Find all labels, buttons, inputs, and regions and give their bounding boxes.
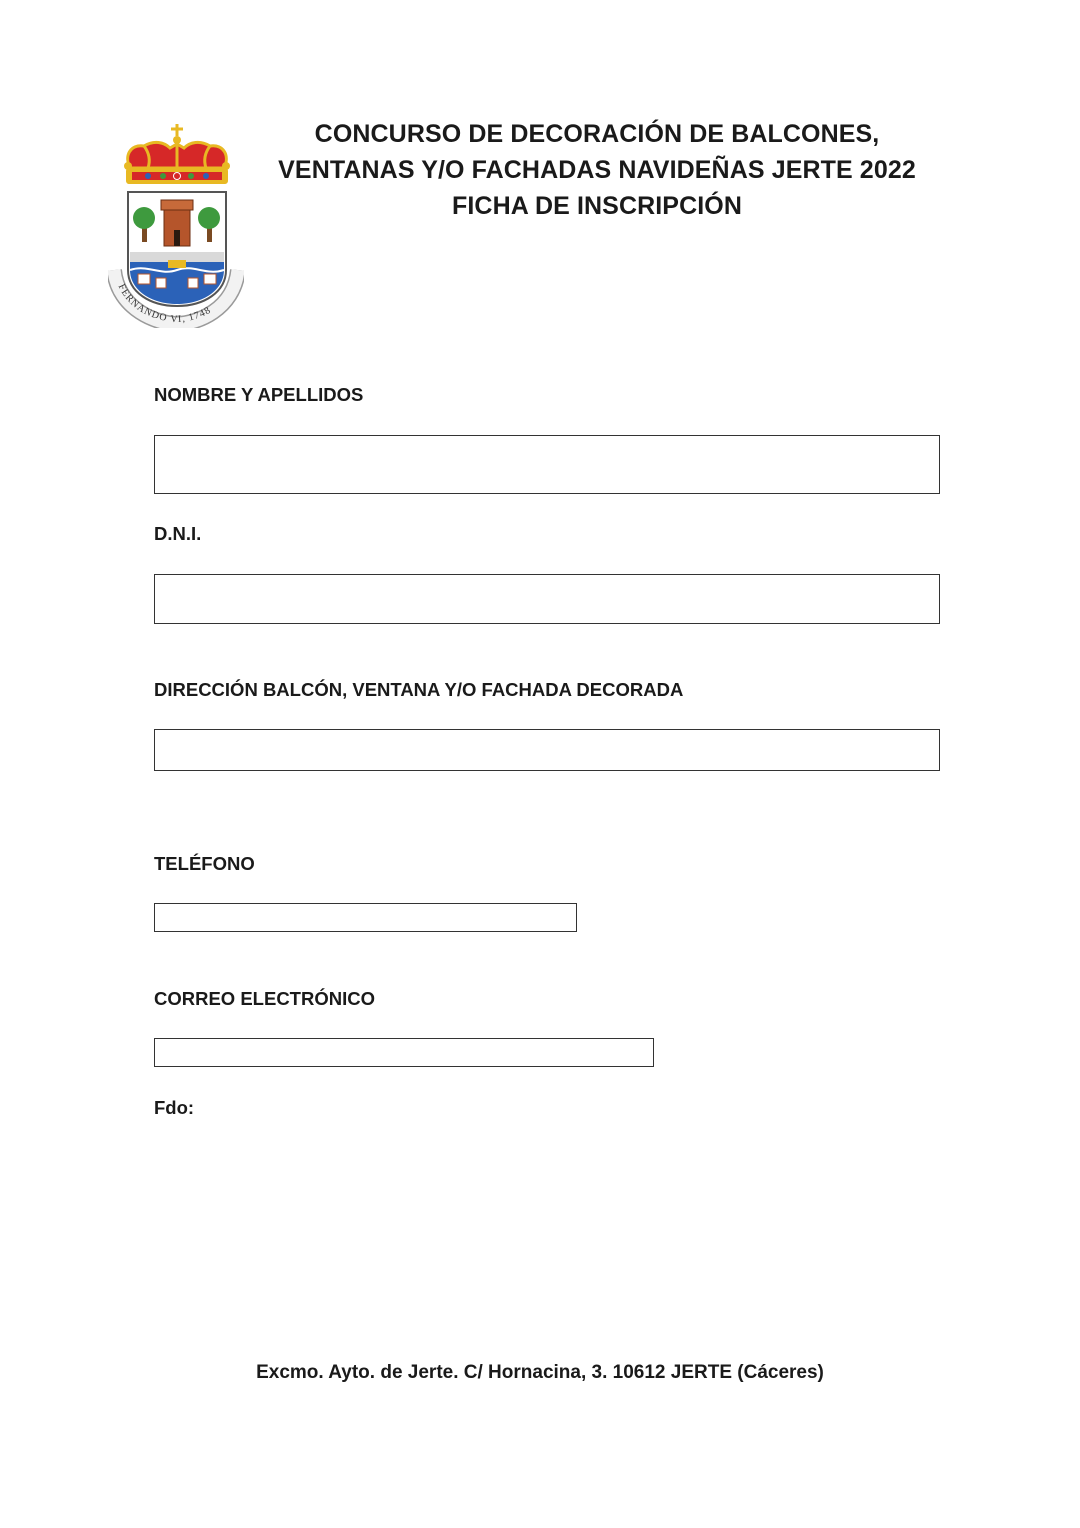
crest-motto: FERNANDO VI, 1748	[115, 282, 214, 326]
title-line-1: CONCURSO DE DECORACIÓN DE BALCONES,	[314, 120, 880, 148]
shield-icon	[128, 192, 226, 306]
nombre-field[interactable]	[154, 435, 940, 494]
telefono-field[interactable]	[154, 903, 577, 932]
telefono-label: TELÉFONO	[154, 853, 255, 874]
nombre-label: NOMBRE Y APELLIDOS	[154, 384, 364, 405]
title-line-3: FICHA DE INSCRIPCIÓN	[452, 192, 742, 220]
title-line-2: VENTANAS Y/O FACHADAS NAVIDEÑAS JERTE 2022	[278, 156, 916, 184]
dni-field[interactable]	[154, 574, 940, 624]
direccion-field[interactable]	[154, 729, 940, 771]
correo-label: CORREO ELECTRÓNICO	[154, 988, 375, 1009]
crown-icon	[124, 124, 230, 184]
form-title	[270, 116, 924, 224]
direccion-label: DIRECCIÓN BALCÓN, VENTANA Y/O FACHADA DECORADA	[154, 679, 684, 700]
footer-address: Excmo. Ayto. de Jerte. C/ Hornacina, 3. 10612 JERTE (Cáceres)	[256, 1362, 824, 1383]
dni-label: D.N.I.	[154, 523, 202, 544]
municipal-crest-logo	[108, 120, 244, 328]
correo-field[interactable]	[154, 1038, 654, 1067]
firma-label: Fdo:	[154, 1097, 195, 1118]
